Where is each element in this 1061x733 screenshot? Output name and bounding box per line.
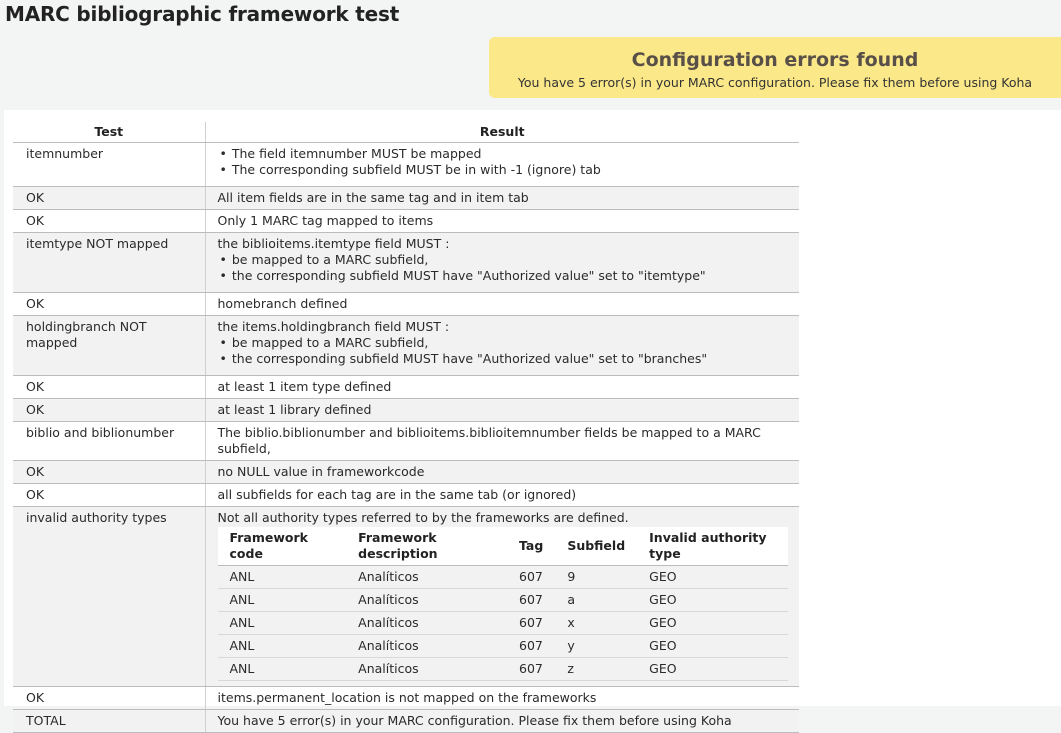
- result-cell: [205, 233, 799, 293]
- authority-type-cell: GEO: [637, 635, 787, 658]
- test-cell: OK: [13, 461, 205, 484]
- framework-code-cell: ANL: [218, 612, 347, 635]
- authority-type-cell: GEO: [637, 589, 787, 612]
- subfield-cell: y: [555, 635, 637, 658]
- table-row: [13, 143, 799, 187]
- framework-description-cell: Analíticos: [346, 589, 507, 612]
- tag-cell: 607: [507, 635, 555, 658]
- results-panel: [4, 110, 1061, 728]
- table-row: [13, 507, 799, 687]
- page-title: MARC bibliographic framework test: [5, 2, 400, 26]
- total-result-cell: You have 5 error(s) in your MARC configuration. Please fix them before using Koha: [205, 710, 799, 733]
- table-row: [13, 710, 799, 733]
- framework-description-cell: Analíticos: [346, 612, 507, 635]
- test-cell: OK: [13, 484, 205, 507]
- result-cell: homebranch defined: [205, 293, 799, 316]
- alert-message: You have 5 error(s) in your MARC configuration. Please fix them before using Koha: [517, 75, 1033, 90]
- column-header-tag: Tag: [507, 527, 555, 566]
- column-header-invalid-authority-type: Invalid authority type: [637, 527, 787, 566]
- test-cell: itemnumber: [13, 143, 205, 187]
- result-cell: All item fields are in the same tag and in item tab: [205, 187, 799, 210]
- invalid-authority-table: [218, 527, 788, 681]
- result-cell: at least 1 item type defined: [205, 376, 799, 399]
- subfield-cell: z: [555, 658, 637, 681]
- test-cell: OK: [13, 376, 205, 399]
- column-header-framework-description: Framework description: [346, 527, 507, 566]
- table-row: [13, 461, 799, 484]
- authority-type-cell: GEO: [637, 566, 787, 589]
- column-header-subfield: Subfield: [555, 527, 637, 566]
- test-cell: biblio and biblionumber: [13, 422, 205, 461]
- test-cell: OK: [13, 293, 205, 316]
- result-cell: no NULL value in frameworkcode: [205, 461, 799, 484]
- authority-type-cell: GEO: [637, 612, 787, 635]
- subfield-cell: a: [555, 589, 637, 612]
- framework-code-cell: ANL: [218, 566, 347, 589]
- alert-title: Configuration errors found: [631, 49, 919, 71]
- result-cell: [205, 507, 799, 687]
- column-header-result: Result: [205, 122, 799, 143]
- test-cell: OK: [13, 187, 205, 210]
- list-item: • be mapped to a MARC subfield,: [220, 252, 788, 268]
- result-cell: all subfields for each tag are in the same tab (or ignored): [205, 484, 799, 507]
- framework-code-cell: ANL: [218, 589, 347, 612]
- table-row: [13, 687, 799, 710]
- authority-row: [218, 658, 788, 681]
- authority-row: [218, 612, 788, 635]
- result-intro: Not all authority types referred to by the frameworks are defined.: [217, 510, 629, 525]
- result-cell: Only 1 MARC tag mapped to items: [205, 210, 799, 233]
- config-errors-alert: [489, 37, 1061, 98]
- authority-row: [218, 589, 788, 612]
- tag-cell: 607: [507, 589, 555, 612]
- list-item: • the corresponding subfield MUST have "Authorized value" set to "itemtype": [220, 268, 788, 284]
- framework-test-table: [13, 122, 799, 733]
- tag-cell: 607: [507, 612, 555, 635]
- list-item: • be mapped to a MARC subfield,: [220, 335, 788, 351]
- result-intro: the items.holdingbranch field MUST :: [217, 319, 450, 334]
- framework-description-cell: Analíticos: [346, 635, 507, 658]
- list-item: • The corresponding subfield MUST be in with -1 (ignore) tab: [220, 162, 788, 178]
- result-cell: items.permanent_location is not mapped on the frameworks: [205, 687, 799, 710]
- tag-cell: 607: [507, 566, 555, 589]
- table-row: [13, 484, 799, 507]
- result-cell: at least 1 library defined: [205, 399, 799, 422]
- table-row: [13, 399, 799, 422]
- table-row: [13, 293, 799, 316]
- test-cell: OK: [13, 210, 205, 233]
- framework-description-cell: Analíticos: [346, 566, 507, 589]
- result-cell: [205, 316, 799, 376]
- list-item: • the corresponding subfield MUST have "Authorized value" set to "branches": [220, 351, 788, 367]
- test-cell: holdingbranch NOT mapped: [13, 316, 205, 376]
- table-row: [13, 210, 799, 233]
- result-cell: [205, 143, 799, 187]
- framework-code-cell: ANL: [218, 658, 347, 681]
- authority-row: [218, 566, 788, 589]
- table-row: [13, 376, 799, 399]
- table-row: [13, 233, 799, 293]
- list-item: • The field itemnumber MUST be mapped: [220, 146, 788, 162]
- framework-code-cell: ANL: [218, 635, 347, 658]
- column-header-test: Test: [13, 122, 205, 143]
- tag-cell: 607: [507, 658, 555, 681]
- subfield-cell: 9: [555, 566, 637, 589]
- authority-type-cell: GEO: [637, 658, 787, 681]
- result-cell: The biblio.biblionumber and biblioitems.biblioitemnumber fields be mapped to a MARC subfield,: [205, 422, 799, 461]
- test-cell: itemtype NOT mapped: [13, 233, 205, 293]
- total-label-cell: TOTAL: [13, 710, 205, 733]
- test-cell: invalid authority types: [13, 507, 205, 687]
- authority-row: [218, 635, 788, 658]
- column-header-framework-code: Framework code: [218, 527, 347, 566]
- test-cell: OK: [13, 399, 205, 422]
- subfield-cell: x: [555, 612, 637, 635]
- result-intro: the biblioitems.itemtype field MUST :: [217, 236, 450, 251]
- table-row: [13, 422, 799, 461]
- framework-description-cell: Analíticos: [346, 658, 507, 681]
- test-cell: OK: [13, 687, 205, 710]
- table-row: [13, 316, 799, 376]
- table-row: [13, 187, 799, 210]
